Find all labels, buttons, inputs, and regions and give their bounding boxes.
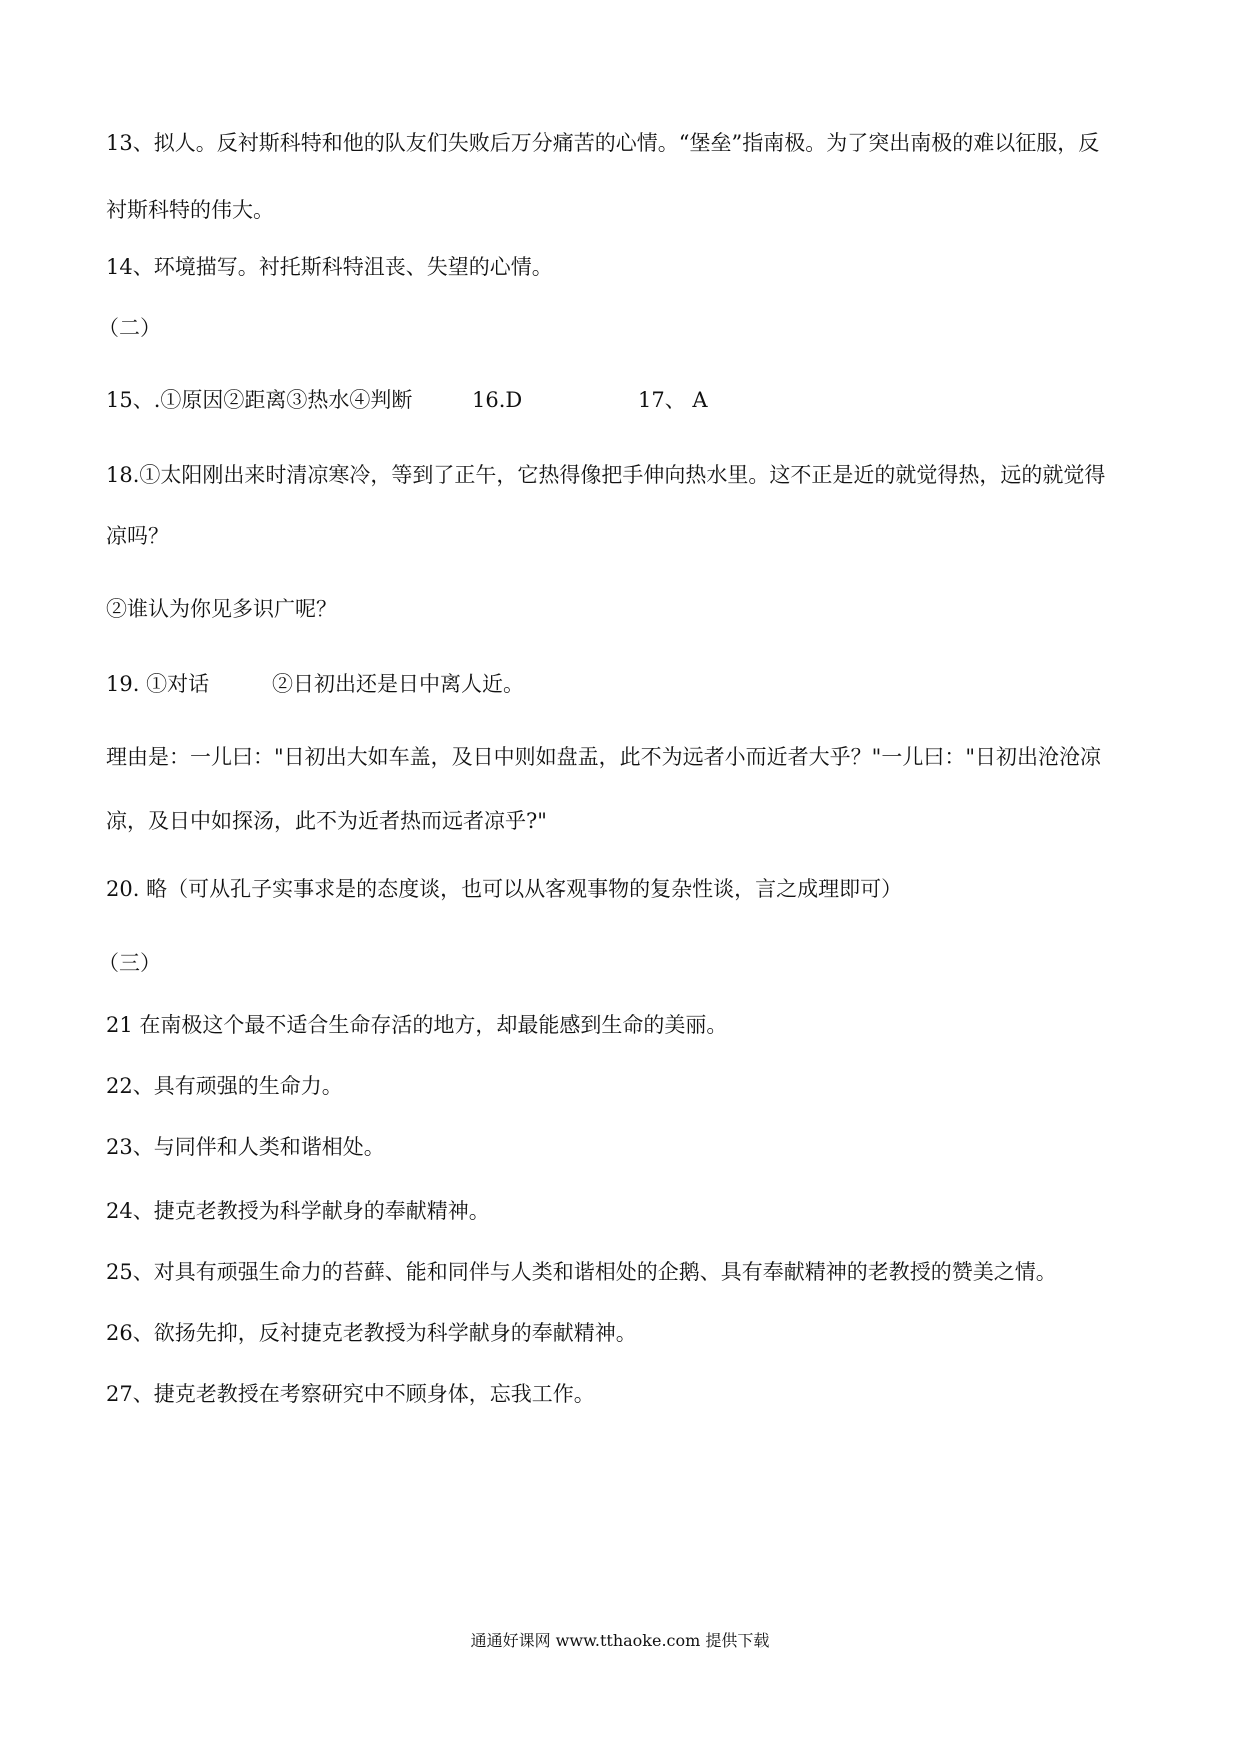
answer-18-part-2: ②谁认为你见多识广呢？ (106, 597, 337, 621)
answer-13-line-1: 13、拟人。反衬斯科特和他的队友们失败后万分痛苦的心情。“堡垒”指南极。为了突出南极的难以征服，反 (106, 131, 1100, 155)
answer-26: 26、欲扬先抑，反衬捷克老教授为科学献身的奉献精神。 (106, 1321, 637, 1345)
answer-19-part-2: ②日初出还是日中离人近。 (272, 672, 524, 696)
answer-18-line-1: 18.①太阳刚出来时清凉寒冷，等到了正午，它热得像把手伸向热水里。这不正是近的就觉得热，远的就觉得 (106, 463, 1106, 487)
answer-19-reason-line-2: 凉，及日中如探汤，此不为近者热而远者凉乎?" (106, 809, 547, 833)
answer-18-line-2: 凉吗？ (106, 524, 169, 548)
answer-20: 20. 略（可从孔子实事求是的态度谈，也可以从客观事物的复杂性谈，言之成理即可） (106, 877, 903, 901)
answer-14: 14、环境描写。衬托斯科特沮丧、失望的心情。 (106, 255, 553, 279)
answer-17: 17、 A (638, 388, 708, 412)
answer-21: 21 在南极这个最不适合生命存活的地方，却最能感到生命的美丽。 (106, 1013, 728, 1037)
answer-27: 27、捷克老教授在考察研究中不顾身体，忘我工作。 (106, 1382, 595, 1406)
page-footer: 通通好课网 www.tthaoke.com 提供下载 (470, 1631, 770, 1650)
answer-24: 24、捷克老教授为科学献身的奉献精神。 (106, 1199, 490, 1223)
answer-23: 23、与同伴和人类和谐相处。 (106, 1135, 385, 1159)
section-2-heading: （二） (98, 316, 161, 340)
answer-19-part-1: 19. ①对话 (106, 672, 210, 696)
section-3-heading: （三） (98, 951, 161, 975)
answer-13-line-2: 衬斯科特的伟大。 (106, 198, 274, 222)
answer-25: 25、对具有顽强生命力的苔藓、能和同伴与人类和谐相处的企鹅、具有奉献精神的老教授的赞美之情。 (106, 1260, 1057, 1284)
answer-19-reason-line-1: 理由是：一儿曰："日初出大如车盖，及日中则如盘盂，此不为远者小而近者大乎？"一儿曰："日初出沧沧凉 (106, 745, 1101, 769)
answer-15: 15、.①原因②距离③热水④判断 (106, 388, 413, 412)
answer-22: 22、具有顽强的生命力。 (106, 1074, 343, 1098)
answer-16: 16.D (472, 388, 523, 412)
